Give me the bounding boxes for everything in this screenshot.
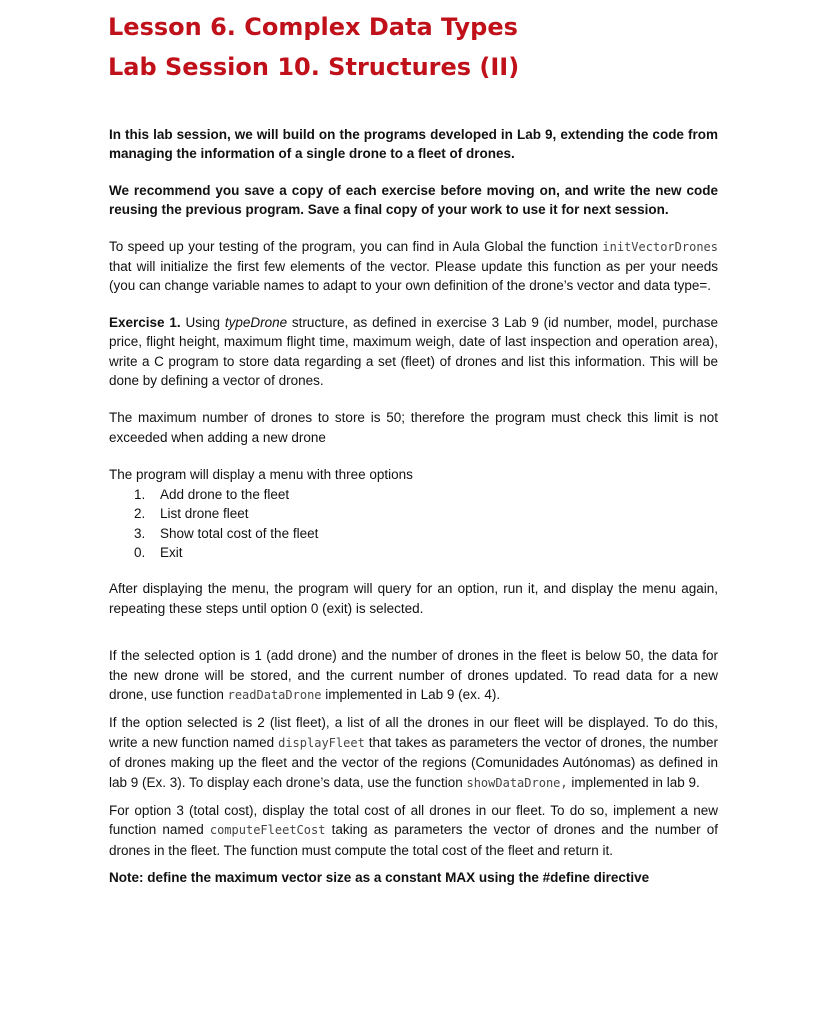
option-3-text-after: taking as parameters the vector of drones and the number of drones in the fleet. The function must compute the total cost of the fleet and return it.	[109, 822, 718, 858]
exercise-1-label: Exercise 1.	[109, 314, 181, 330]
option-2-text-before: If the option selected is 2 (list fleet), a list of all the drones in our fleet will be displayed. To do this, write a new function named	[109, 715, 718, 750]
compute-fleet-cost-code: computeFleetCost	[209, 823, 326, 838]
exercise-1-text-after: structure, as defined in exercise 3 Lab 9 (id number, model, purchase price, flight height, maximum flight time, maximum weigh, date of last inspection and operation area), write a C program to store data regarding a set (fleet) of drones and list this information. This will be done by defining a vector of drones.	[109, 314, 718, 389]
menu-options-list	[109, 485, 718, 563]
menu-option-item	[109, 485, 718, 504]
speedup-text-after: that will initialize the first few elements of the vector. Please update this function as per your needs (you can change variable names to adapt to your own definition of the drone’s vector and data type=.	[109, 259, 718, 294]
menu-option-number: 0.	[134, 544, 146, 560]
menu-option-label: Show total cost of the fleet	[160, 525, 319, 541]
read-data-drone-code: readDataDrone	[227, 687, 322, 702]
session-title: Lab Session 10. Structures (II)	[108, 53, 520, 81]
show-data-drone-code: showDataDrone,	[466, 775, 568, 790]
note-paragraph: Note: define the maximum vector size as a constant MAX using the #define directive	[109, 870, 650, 886]
option-2-text-middle: that takes as parameters the vector of drones, the number of drones making up the fleet and the vector of the regions (Comunidades Autónomas) as defined in lab 9 (Ex. 3). To display each drone’s data, use the function	[109, 734, 719, 790]
menu-option-item	[109, 504, 718, 523]
display-fleet-code: displayFleet	[278, 735, 365, 750]
max-drones-paragraph: The maximum number of drones to store is 50; therefore the program must check this limit is not exceeded when adding a new drone	[109, 410, 718, 445]
option-1-text-after: implemented in Lab 9 (ex. 4).	[321, 686, 501, 702]
menu-intro: The program will display a menu with three options	[109, 467, 413, 483]
intro-paragraph: In this lab session, we will build on the programs developed in Lab 9, extending the code from managing the information of a single drone to a fleet of drones.	[109, 127, 718, 162]
after-menu-paragraph: After displaying the menu, the program will query for an option, run it, and display the menu again, repeating these steps until option 0 (exit) is selected.	[109, 581, 718, 616]
option-1-paragraph	[109, 646, 718, 705]
menu-option-number: 3.	[134, 525, 146, 541]
menu-option-item	[109, 543, 718, 562]
type-drone-name: typeDrone	[224, 314, 288, 330]
menu-option-number: 2.	[134, 506, 146, 522]
menu-option-number: 1.	[134, 486, 146, 502]
option-3-paragraph	[109, 801, 718, 860]
menu-option-label: Add drone to the fleet	[160, 486, 290, 502]
init-vector-function-code: initVectorDrones	[602, 239, 718, 254]
exercise-1-paragraph	[109, 313, 718, 391]
speedup-text-before: To speed up your testing of the program, you can find in Aula Global the function	[109, 238, 603, 254]
option-3-text-before: For option 3 (total cost), display the total cost of all drones in our fleet. To do so, implement a new function named	[109, 802, 718, 838]
lesson-title: Lesson 6. Complex Data Types	[108, 13, 518, 41]
option-2-text-after: implemented in lab 9.	[567, 774, 700, 790]
option-1-text-before: If the selected option is 1 (add drone) and the number of drones in the fleet is below 50, the data for the new drone will be stored, and the current number of drones updated. To read data for a new drone, use function	[109, 648, 718, 702]
document-body	[109, 125, 718, 888]
menu-option-label: Exit	[160, 544, 183, 560]
option-2-paragraph	[109, 713, 718, 793]
speedup-paragraph	[109, 237, 718, 296]
menu-option-label: List drone fleet	[160, 506, 249, 522]
exercise-1-text-before: Using	[180, 314, 225, 330]
recommendation-paragraph: We recommend you save a copy of each exercise before moving on, and write the new code reusing the previous program. Save a final copy of your work to use it for next session.	[109, 182, 718, 218]
menu-option-item	[109, 524, 718, 543]
